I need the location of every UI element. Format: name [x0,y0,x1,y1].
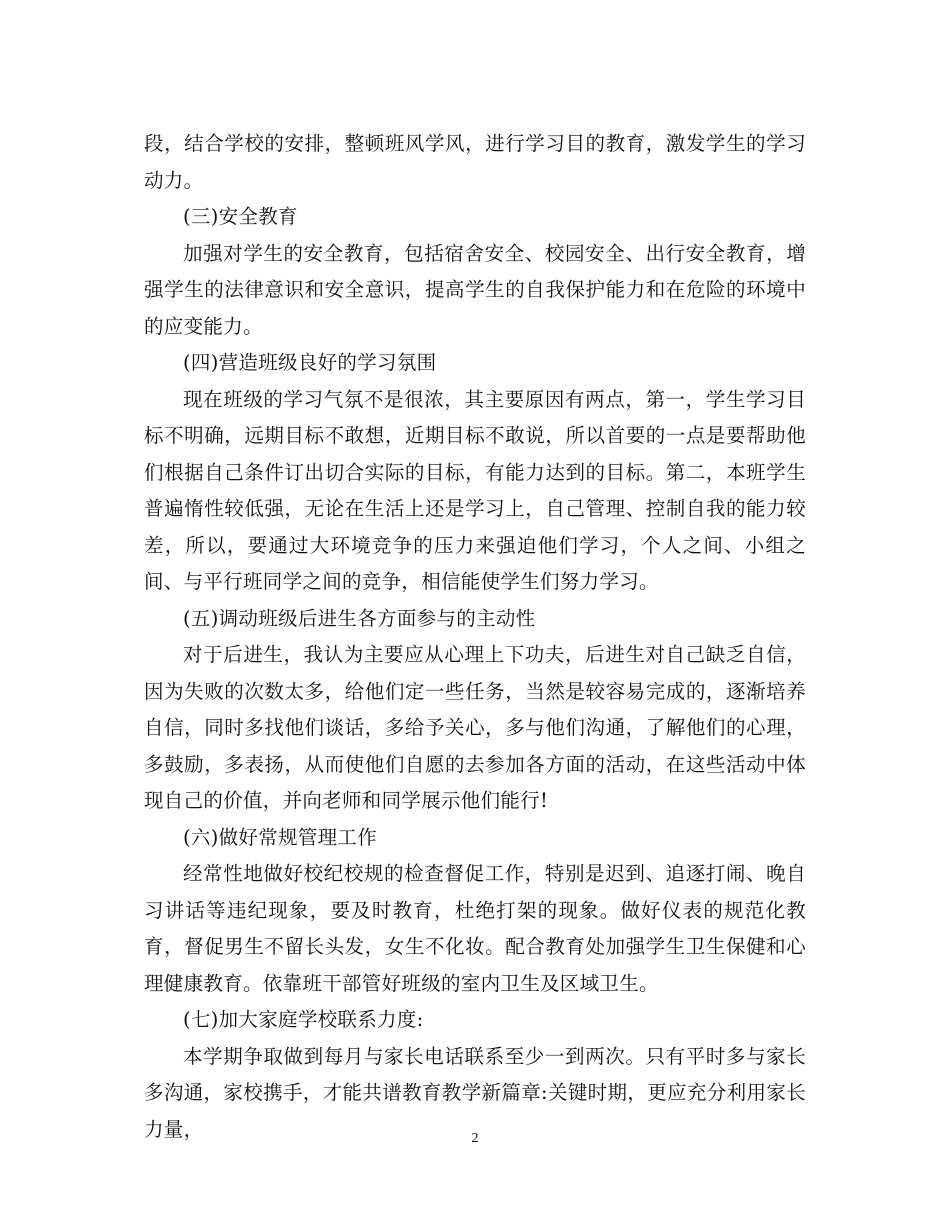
paragraph-home-school: 本学期争取做到每月与家长电话联系至少一到两次。只有平时多与家长多沟通，家校携手，才能共谱教育教学新篇章:关键时期，更应充分利用家长力量， [144,1044,806,1141]
paragraph-continuation: 段，结合学校的安排，整顿班风学风，进行学习目的教育，激发学生的学习动力。 [144,132,806,192]
paragraph-atmosphere: 现在班级的学习气氛不是很浓，其主要原因有两点，第一，学生学习目标不明确，远期目标不敢想，近期目标不敢说，所以首要的一点是要帮助他们根据自己条件订出切合实际的目标，有能力达到的目标。第二，本班学生普遍惰性较低强，无论在生活上还是学习上，自己管理、控制自我的能力较差，所以，要通过大环境竞争的压力来强迫他们学习，个人之间、小组之间、与平行班同学之间的竞争，相信能使学生们努力学习。 [144,387,806,593]
section-heading-underachievers: (五)调动班级后进生各方面参与的主动性 [183,606,536,630]
page-number: 2 [471,1131,479,1146]
section-heading-home-school: (七)加大家庭学校联系力度: [183,1008,424,1031]
section-heading-safety: (三)安全教育 [183,205,298,228]
paragraph-routine: 经常性地做好校纪校规的检查督促工作，特别是迟到、追逐打闹、晚自习讲话等违纪现象，要及时教育，杜绝打架的现象。做好仪表的规范化教育，督促男生不留长头发，女生不化妆。配合教育处加强学生卫生保健和心理健康教育。依靠班干部管好班级的室内卫生及区域卫生。 [144,862,806,995]
document-body [144,126,806,1148]
paragraph-safety: 加强对学生的安全教育，包括宿舍安全、校园安全、出行安全教育，增强学生的法律意识和安全意识，提高学生的自我保护能力和在危险的环境中的应变能力。 [144,241,806,338]
section-heading-routine: (六)做好常规管理工作 [183,825,378,849]
section-heading-atmosphere: (四)营造班级良好的学习氛围 [183,351,437,374]
paragraph-underachievers: 对于后进生，我认为主要应从心理上下功夫，后进生对自己缺乏自信，因为失败的次数太多，给他们定一些任务，当然是较容易完成的，逐渐培养自信，同时多找他们谈话，多给予关心，多与他们沟通，了解他们的心理，多鼓励，多表扬，从而使他们自愿的去参加各方面的活动，在这些活动中体现自己的价值，并向老师和同学展示他们能行! [144,643,806,812]
